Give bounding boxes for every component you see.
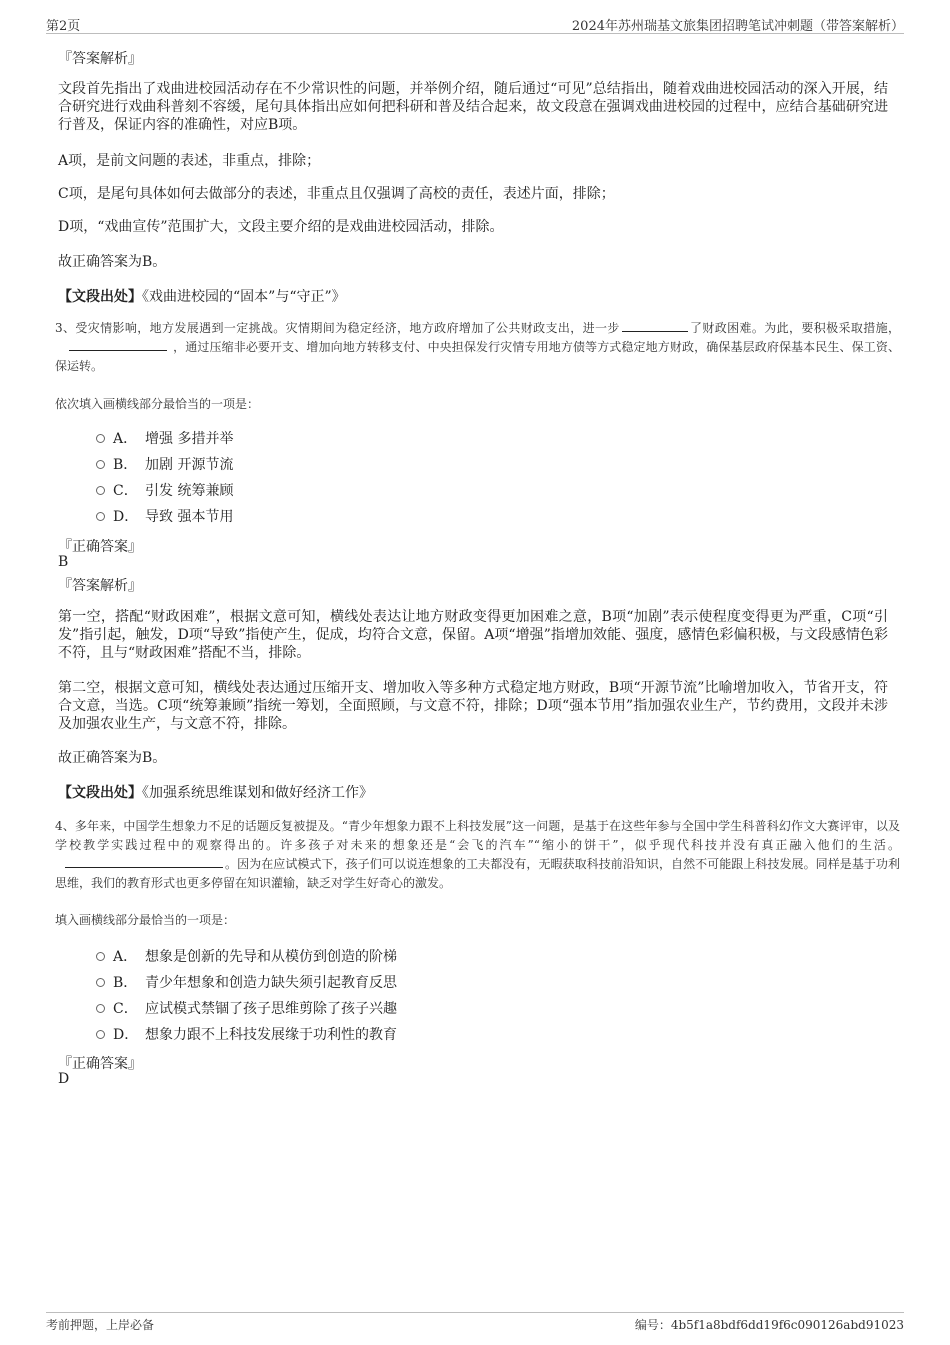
option-key: B． <box>113 975 138 991</box>
q2-conclusion: 故正确答案为B。 <box>58 254 167 270</box>
footer-slogan: 考前押题，上岸必备 <box>46 1318 155 1332</box>
q2-analysis-text: 文段首先指出了戏曲进校园活动存在不少常识性的问题，并举例介绍，随后通过“可见”总结指出，随着戏曲进校园活动的深入开展，结合研究进行戏曲科普刻不容缓，尾句具体指出应如何把科研和普及结合起来，故文段意在强调戏曲进校园的过程中，应结合基础研究进行普及，保证内容的准确性，对应B项。 <box>58 81 888 133</box>
document-code: 编号：4b5f1a8bdf6dd19f6c090126abd91023 <box>634 1318 904 1332</box>
radio-icon[interactable] <box>96 512 105 521</box>
q3-analysis-1: 第一空，搭配“财政困难”，根据文意可知，横线处表达让地方财政变得更加困难之意，B项“加剧”表示使程度变得更为严重，C项“引发”指引起，触发，D项“导致”指使产生，促成，均符合文意，保留。A项“增强”指增加效能、强度，感情色彩偏积极，与文段感情色彩不符，且与“财政困难”搭配不当，排除。 <box>58 609 888 661</box>
q3-answer: B <box>58 554 69 570</box>
q3-stem-part: 了财政困难。为此，要积极采取措施， <box>689 321 900 335</box>
source-title: 《加强系统思维谋划和做好经济工作》 <box>142 785 373 801</box>
option-text: 应试模式禁锢了孩子思维剪除了孩子兴趣 <box>145 1001 397 1017</box>
answer-heading: 『正确答案』 <box>58 539 142 555</box>
q3-stem <box>55 319 900 376</box>
radio-icon[interactable] <box>96 1004 105 1013</box>
page-footer <box>46 1312 904 1335</box>
option-text: 导致 强本节用 <box>145 509 234 525</box>
analysis-heading: 『答案解析』 <box>58 51 142 67</box>
option-text: 引发 统筹兼顾 <box>145 483 234 499</box>
q4-stem-part: 4、多年来，中国学生想象力不足的话题反复被提及。“青少年想象力跟不上科技发展”这一问题，是基于在这些年参与全国中学生科普科幻作文大赛评审，以及学校教学实践过程中的观察得出的。许多孩子对未来的想象还是“会飞的汽车”“缩小的饼干”，似乎现代科技并没有真正融入他们的生活。 <box>55 819 900 852</box>
q2-line-c: C项，是尾句具体如何去做部分的表述，非重点且仅强调了高校的责任，表述片面，排除； <box>58 186 615 202</box>
q4-answer: D <box>58 1071 70 1087</box>
q3-option-d[interactable] <box>96 506 233 526</box>
q3-stem-part: 3、受灾情影响，地方发展遇到一定挑战。灾情期间为稳定经济，地方政府增加了公共财政支出，进一步 <box>55 321 620 335</box>
q2-line-a: A项，是前文问题的表述，非重点，排除； <box>58 153 321 169</box>
radio-icon[interactable] <box>96 1030 105 1039</box>
q3-conclusion: 故正确答案为B。 <box>58 750 167 766</box>
q2-source <box>58 286 346 306</box>
q4-blank <box>65 855 223 868</box>
source-label: 【文段出处】 <box>58 785 142 801</box>
radio-icon[interactable] <box>96 434 105 443</box>
q4-stem <box>55 817 900 893</box>
q4-stem-part: 。因为在应试模式下，孩子们可以说连想象的工夫都没有，无暇获取科技前沿知识，自然不可能跟上科技发展。同样是基于功利思维，我们的教育形式也更多停留在知识灌输，缺乏对学生好奇心的激发。 <box>55 857 900 890</box>
option-text: 增强 多措并举 <box>145 431 234 447</box>
radio-icon[interactable] <box>96 460 105 469</box>
option-key: C． <box>113 1001 138 1017</box>
option-text: 想象是创新的先导和从模仿到创造的阶梯 <box>145 949 397 965</box>
source-label: 【文段出处】 <box>58 289 142 305</box>
q3-stem-part: ，通过压缩非必要开支、增加向地方转移支付、中央担保发行灾情专用地方债等方式稳定地方财政，确保基层政府保基本民生、保工资、保运转。 <box>55 340 900 373</box>
page-header <box>46 13 904 34</box>
source-title: 《戏曲进校园的“固本”与“守正”》 <box>142 289 346 305</box>
radio-icon[interactable] <box>96 486 105 495</box>
q4-option-a[interactable] <box>96 946 397 966</box>
answer-heading: 『正确答案』 <box>58 1056 142 1072</box>
option-text: 想象力跟不上科技发展缘于功利性的教育 <box>145 1027 397 1043</box>
option-key: B． <box>113 457 138 473</box>
page-number: 第2页 <box>46 19 81 34</box>
q3-prompt: 依次填入画横线部分最恰当的一项是： <box>55 397 260 411</box>
radio-icon[interactable] <box>96 978 105 987</box>
q3-analysis-2: 第二空，根据文意可知，横线处表达通过压缩开支、增加收入等多种方式稳定地方财政，B项“开源节流”比喻增加收入，节省开支，符合文意，当选。C项“统筹兼顾”指统一筹划，全面照顾，与文意不符，排除；D项“强本节用”指加强农业生产，节约费用，文段并未涉及加强农业生产，与文意不符，排除。 <box>58 680 888 732</box>
q3-option-b[interactable] <box>96 454 233 474</box>
q2-line-d: D项，“戏曲宣传”范围扩大，文段主要介绍的是戏曲进校园活动，排除。 <box>58 219 504 235</box>
analysis-heading: 『答案解析』 <box>58 578 142 594</box>
option-text: 青少年想象和创造力缺失须引起教育反思 <box>145 975 397 991</box>
q3-source <box>58 782 373 802</box>
q3-option-c[interactable] <box>96 480 233 500</box>
radio-icon[interactable] <box>96 952 105 961</box>
q4-option-d[interactable] <box>96 1024 397 1044</box>
option-key: A． <box>113 431 138 447</box>
q4-option-c[interactable] <box>96 998 397 1018</box>
q3-blank-2 <box>69 338 167 351</box>
q4-option-b[interactable] <box>96 972 397 992</box>
document-title: 2024年苏州瑞基文旅集团招聘笔试冲刺题（带答案解析） <box>571 19 904 34</box>
option-key: D． <box>113 1027 139 1043</box>
option-key: D． <box>113 509 139 525</box>
option-key: C． <box>113 483 138 499</box>
q3-option-a[interactable] <box>96 428 233 448</box>
option-key: A． <box>113 949 138 965</box>
q4-prompt: 填入画横线部分最恰当的一项是： <box>55 913 236 927</box>
option-text: 加剧 开源节流 <box>145 457 234 473</box>
q3-blank-1 <box>622 319 688 332</box>
